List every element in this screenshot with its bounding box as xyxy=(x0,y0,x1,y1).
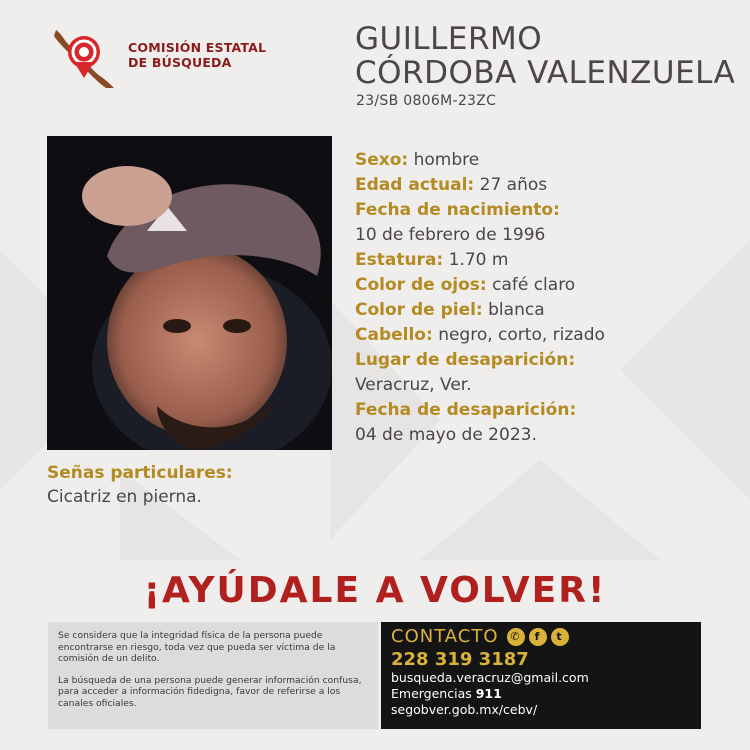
detail-nacimiento-value: 10 de febrero de 1996 xyxy=(355,225,546,245)
call-to-action: ¡AYÚDALE A VOLVER! xyxy=(143,570,607,611)
detail-nacimiento-label: Fecha de nacimiento: xyxy=(355,200,560,220)
senas-value: Cicatriz en pierna. xyxy=(47,487,202,507)
logo-line-2: DE BÚSQUEDA xyxy=(128,55,232,70)
detail-ojos: Color de ojos: café claro xyxy=(355,275,576,295)
facebook-icon[interactable]: f xyxy=(529,628,547,646)
disclaimer-paragraph-2: La búsqueda de una persona puede generar información confusa, para acceder a información fidedigna, favor de referirse a los canales oficiales. xyxy=(58,674,362,709)
detail-piel: Color de piel: blanca xyxy=(355,300,545,320)
name-line-2: CÓRDOBA VALENZUELA xyxy=(355,55,736,91)
contact-phone[interactable]: 228 319 3187 xyxy=(391,649,529,670)
case-id: 23/SB 0806M-23ZC xyxy=(356,93,497,109)
contact-title: CONTACTO xyxy=(391,626,499,647)
senas-label: Señas particulares: xyxy=(47,463,233,483)
whatsapp-icon[interactable]: ✆ xyxy=(507,628,525,646)
logo-line-1: COMISIÓN ESTATAL xyxy=(128,40,267,55)
distinguishing-marks xyxy=(47,461,233,509)
detail-sexo: Sexo: hombre xyxy=(355,150,480,170)
person-photo xyxy=(47,136,332,450)
detail-fecha-label: Fecha de desaparición: xyxy=(355,400,577,420)
disclaimer-box xyxy=(48,622,378,729)
detail-fecha-value: 04 de mayo de 2023. xyxy=(355,425,537,445)
detail-lugar-label: Lugar de desaparición: xyxy=(355,350,576,370)
detail-estatura: Estatura: 1.70 m xyxy=(355,250,509,270)
contact-emergency: Emergencias 911 xyxy=(391,686,502,701)
detail-cabello: Cabello: negro, corto, rizado xyxy=(355,325,605,345)
agency-logo xyxy=(48,28,268,90)
person-name xyxy=(355,22,735,90)
twitter-icon[interactable]: t xyxy=(551,628,569,646)
contact-email[interactable]: busqueda.veracruz@gmail.com xyxy=(391,670,589,685)
name-line-1: GUILLERMO xyxy=(355,21,543,57)
person-details xyxy=(355,148,605,448)
detail-lugar-value: Veracruz, Ver. xyxy=(355,375,472,395)
contact-website[interactable]: segobver.gob.mx/cebv/ xyxy=(391,702,538,717)
contact-box xyxy=(381,622,701,729)
disclaimer-paragraph-1: Se considera que la integridad física de la persona puede encontrarse en riesgo, toda vez que pueda ser víctima de la comisión de un delito. xyxy=(58,630,336,664)
detail-edad: Edad actual: 27 años xyxy=(355,175,548,195)
map-pin-veracruz-icon xyxy=(48,28,124,90)
